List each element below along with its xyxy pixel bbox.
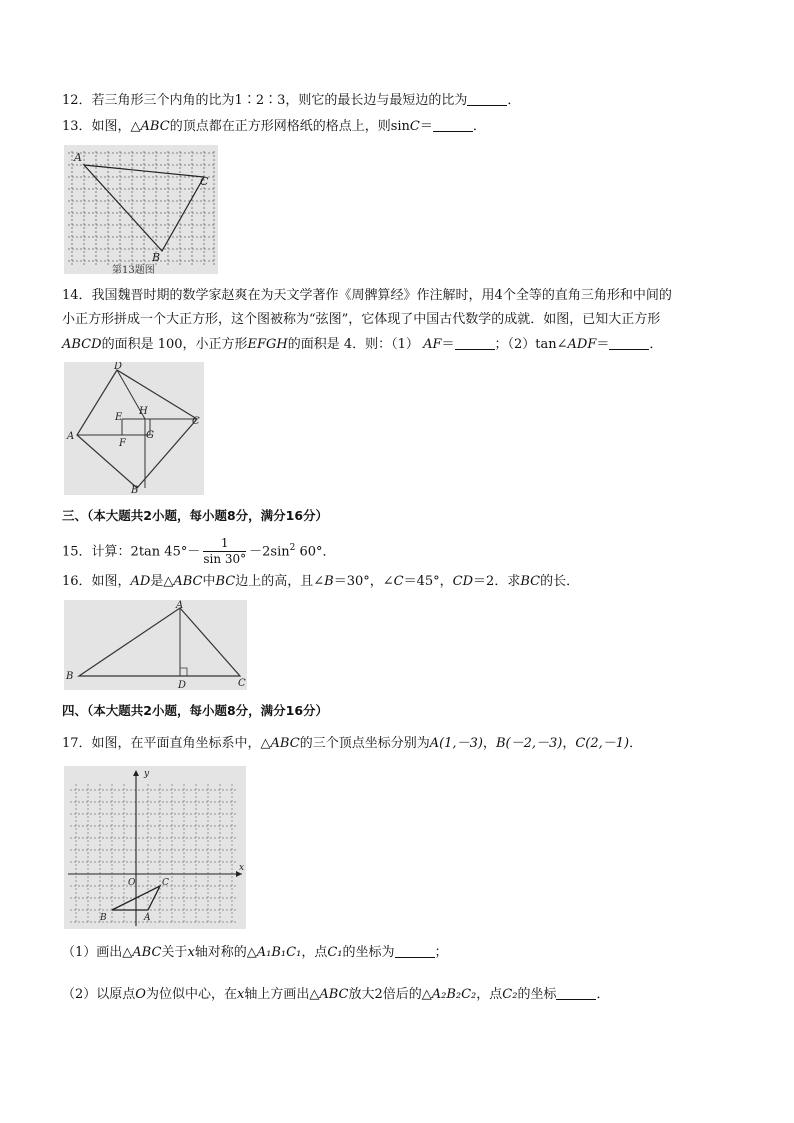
q17-p1-abc: ABC	[132, 945, 162, 960]
q17-pre: 17．如图，在平面直角坐标系中，△	[62, 736, 271, 751]
q14-af: AF	[423, 337, 442, 352]
q14-answer-blank-2[interactable]	[609, 336, 649, 350]
section-4-heading: 四、（本大题共2小题，每小题8分，满分16分）	[62, 703, 329, 718]
q16-t6: ＝2．求	[473, 574, 521, 589]
q15-post2: 60°．	[295, 544, 336, 560]
q14-text-a: 的面积是 100，小正方形	[101, 337, 248, 352]
q17-p2-pre: （2）以原点	[62, 987, 136, 1002]
q14-efgh: EFGH	[247, 337, 288, 352]
q17-sep1: ，	[482, 736, 496, 751]
section-3-heading: 三、（本大题共2小题，每小题8分，满分16分）	[62, 508, 329, 523]
q13-caption: 第13题图	[112, 265, 155, 274]
q17-p1-mid2: 轴对称的△	[194, 945, 257, 960]
q14-text-b: 的面积是 4．则：（1）	[287, 337, 419, 352]
q17-p1-end: 的坐标为	[342, 945, 395, 960]
q17-sep2: ，	[562, 736, 576, 751]
q16-t7: 的长．	[540, 574, 580, 589]
q14-semi: ；（2）tan∠	[494, 337, 568, 352]
q14-abcd: ABCD	[62, 337, 102, 352]
q16-bc2: BC	[520, 574, 541, 589]
q15-pre: 15．计算：2tan 45°－	[62, 544, 201, 560]
q14-label-a: A	[67, 431, 75, 442]
q17-p2-mid: 为位似中心，在	[145, 987, 237, 1002]
q13-c: C	[409, 119, 420, 134]
q16-triangle	[79, 608, 240, 676]
q17-point-c: C(2,－1)	[575, 736, 630, 751]
q14-label-c: C	[192, 416, 200, 427]
q17-p1-tail: ；	[434, 945, 448, 960]
q16-cd: CD	[452, 574, 474, 589]
q17-mid: 的三个顶点坐标分别为	[299, 736, 430, 751]
question-12	[62, 91, 520, 111]
q16-triangle-figure	[64, 600, 247, 690]
q12-text: 12．若三角形三个内角的比为1∶2∶3，则它的最长边与最短边的比为	[62, 93, 468, 108]
q16-t1: 是△	[150, 574, 174, 589]
q16-ad: AD	[130, 574, 151, 589]
q14-eq1: ＝	[441, 337, 455, 352]
q14-end: ．	[649, 337, 663, 352]
q14-label-g: G	[146, 430, 154, 441]
q16-label-b: B	[66, 671, 74, 682]
question-17	[62, 734, 642, 754]
q13-end: ．	[472, 119, 486, 134]
q17-point-b: B(－2,－3)	[495, 736, 563, 751]
q17-p1-mid: 关于	[161, 945, 188, 960]
q13-text-mid: 的顶点都在正方形网格纸的格点上，则sin	[169, 119, 410, 134]
q17-label-b: B	[100, 913, 107, 923]
q12-end: ．	[507, 93, 521, 108]
q15-denominator: sin 30°	[203, 552, 247, 567]
q14-label-b: B	[131, 485, 139, 495]
q17-label-a: A	[144, 913, 151, 923]
q17-p2-c2: C₂	[502, 987, 518, 1002]
q17-label-c: C	[162, 878, 169, 888]
question-17-part2	[62, 985, 609, 1005]
q13-abc: ABC	[140, 119, 170, 134]
q16-pre: 16．如图，	[62, 574, 131, 589]
q17-p2-o: O	[135, 987, 146, 1002]
q13-label-b: B	[152, 251, 161, 264]
q13-label-a: A	[74, 151, 82, 164]
q14-eq2: ＝	[596, 337, 610, 352]
q16-b: B	[324, 574, 334, 589]
question-14-line3	[62, 335, 662, 355]
q12-answer-blank[interactable]	[467, 92, 507, 106]
q15-sup: 2	[289, 543, 296, 553]
q13-answer-blank[interactable]	[433, 118, 473, 132]
q17-p2-abc: ABC	[319, 987, 349, 1002]
q16-abc: ABC	[173, 574, 203, 589]
q17-label-x: x	[239, 863, 245, 873]
q14-label-h: H	[139, 406, 148, 417]
question-17-part1	[62, 943, 448, 963]
q17-p1-c1: C₁	[327, 945, 343, 960]
q17-p1-pre: （1）画出△	[62, 945, 133, 960]
q15-numerator: 1	[203, 536, 246, 552]
q16-t3: 边上的高，且∠	[235, 574, 325, 589]
q14-string-figure	[64, 362, 204, 495]
q16-bc: BC	[215, 574, 236, 589]
q17-p2-tail: ．	[596, 987, 610, 1002]
q16-t5: ＝45°，	[403, 574, 453, 589]
q16-label-d: D	[178, 680, 187, 690]
q17-label-y: y	[144, 769, 150, 779]
q13-grid-figure	[64, 145, 218, 274]
q14-label-d: D	[114, 362, 123, 372]
q17-p1-triangle: A₁B₁C₁	[256, 945, 302, 960]
q17-coordinate-figure	[64, 766, 246, 929]
q13-eq: ＝	[419, 119, 433, 134]
q17-p2-mid4: ，点	[476, 987, 503, 1002]
q17-p2-triangle: A₂B₂C₂	[431, 987, 477, 1002]
q17-p2-answer-blank[interactable]	[556, 986, 596, 1000]
q15-fraction	[203, 536, 246, 567]
q17-p2-mid2: 轴上方画出△	[244, 987, 320, 1002]
question-14-line1: 14．我国魏晋时期的数学家赵爽在为天文学著作《周髀算经》作注解时，用4个全等的直角三角形和中间的	[62, 288, 672, 303]
q17-point-a: A(1,－3)	[429, 736, 483, 751]
q15-post: －2sin	[249, 544, 290, 560]
q16-c: C	[393, 574, 404, 589]
q14-adf: ADF	[567, 337, 597, 352]
q16-label-c: C	[238, 678, 246, 689]
q14-big-square	[77, 370, 197, 488]
q17-p1-x: x	[187, 945, 195, 960]
q17-p2-x: x	[236, 987, 245, 1002]
q16-t4: ＝30°，∠	[333, 574, 394, 589]
q17-p1-mid3: ，点	[301, 945, 328, 960]
q17-p1-answer-blank[interactable]	[395, 944, 435, 958]
q13-label-c: C	[200, 175, 209, 188]
question-16	[62, 572, 579, 592]
question-14-line2: 小正方形拼成一个大正方形，这个图被称为“弦图”，它体现了中国古代数学的成就．如图，已知大正方形	[62, 312, 661, 327]
question-13	[62, 117, 486, 137]
q16-label-a: A	[176, 600, 184, 611]
q14-label-f: F	[119, 438, 126, 449]
question-15	[62, 530, 336, 566]
q17-p2-end: 的坐标	[517, 987, 557, 1002]
q17-p2-mid3: 放大2倍后的△	[348, 987, 432, 1002]
q16-t2: 中	[202, 574, 216, 589]
q14-answer-blank-1[interactable]	[455, 336, 495, 350]
q17-label-o: O	[128, 878, 136, 888]
q17-end: ．	[629, 736, 643, 751]
q13-text-pre: 13．如图，△	[62, 119, 141, 134]
q14-label-e: E	[115, 412, 123, 423]
q17-abc: ABC	[270, 736, 300, 751]
